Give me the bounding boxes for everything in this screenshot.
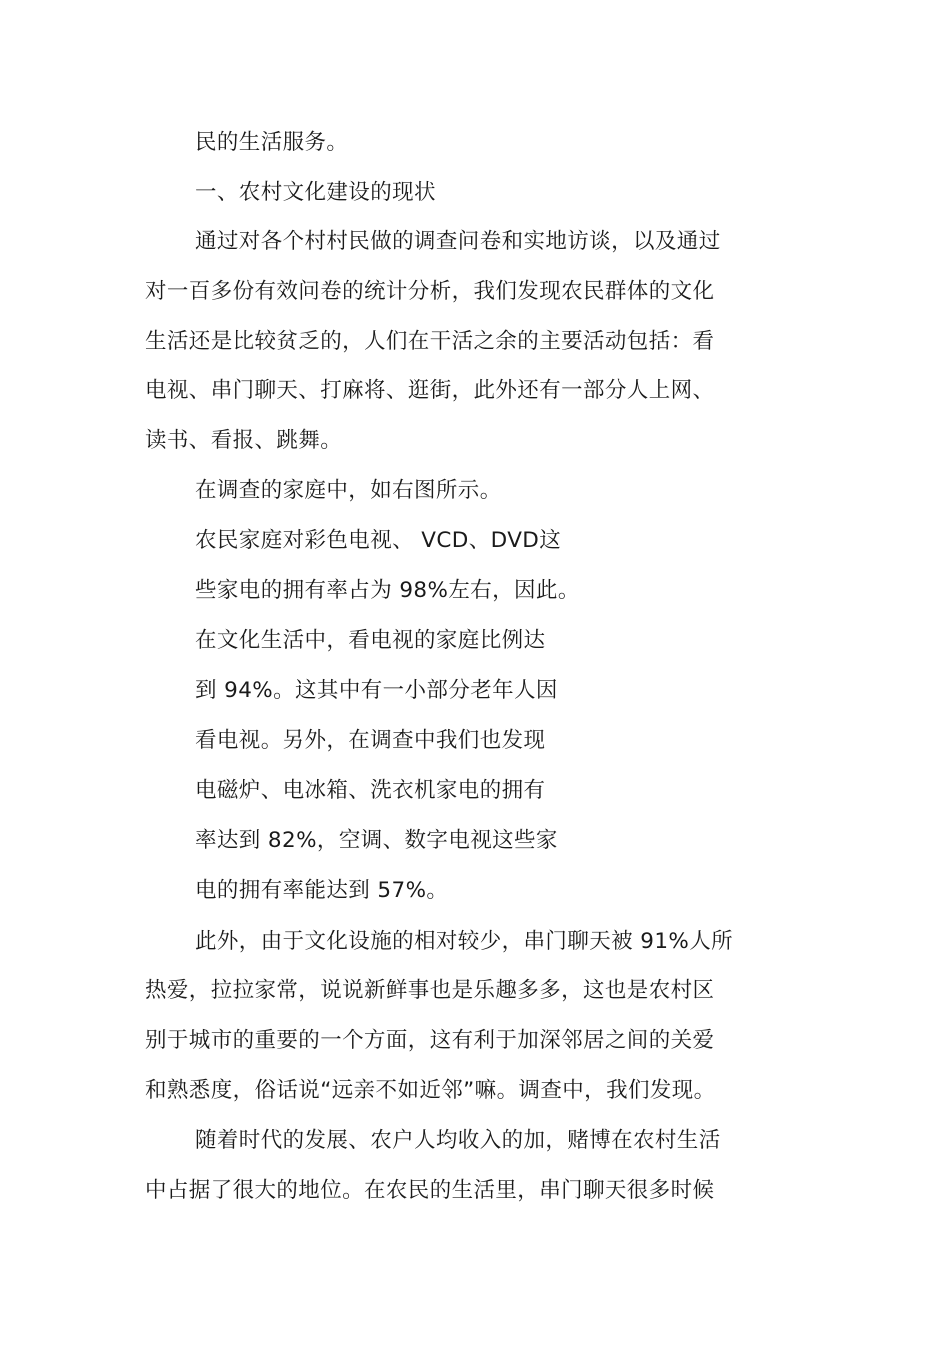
text-line: 民的生活服务。 <box>195 130 349 155</box>
text-line: 别于城市的重要的一个方面，这有利于加深邻居之间的关爱 <box>145 1028 715 1053</box>
text-line: 随着时代的发展、农户人均收入的加，赌博在农村生活 <box>195 1128 721 1153</box>
text-line: 此外，由于文化设施的相对较少，串门聊天被 91%人所 <box>195 929 734 954</box>
text-line: 率达到 82%，空调、数字电视这些家 <box>195 828 558 853</box>
text-line: 在文化生活中，看电视的家庭比例达 <box>195 628 546 653</box>
text-line: 电的拥有率能达到 57%。 <box>195 878 449 903</box>
text-line: 对一百多份有效问卷的统计分析，我们发现农民群体的文化 <box>145 279 715 304</box>
text-line: 些家电的拥有率占为 98%左右，因此。 <box>195 578 580 603</box>
text-line: 看电视。另外，在调查中我们也发现 <box>195 728 546 753</box>
text-line: 电磁炉、电冰箱、洗衣机家电的拥有 <box>195 778 546 803</box>
section-heading: 一、农村文化建设的现状 <box>195 180 436 205</box>
text-line: 热爱，拉拉家常，说说新鲜事也是乐趣多多，这也是农村区 <box>145 978 715 1003</box>
text-line: 电视、串门聊天、打麻将、逛街，此外还有一部分人上网、 <box>145 378 715 403</box>
text-line: 和熟悉度，俗话说“远亲不如近邻”嘛。调查中，我们发现。 <box>145 1078 716 1103</box>
text-line: 读书、看报、跳舞。 <box>145 428 343 453</box>
text-line: 通过对各个村村民做的调查问卷和实地访谈，以及通过 <box>195 229 721 254</box>
text-line: 中占据了很大的地位。在农民的生活里，串门聊天很多时候 <box>145 1178 715 1203</box>
text-line: 在调查的家庭中，如右图所示。 <box>195 478 502 503</box>
text-line: 农民家庭对彩色电视、 VCD、DVD这 <box>195 528 562 553</box>
text-line: 到 94%。这其中有一小部分老年人因 <box>195 678 558 703</box>
text-line: 生活还是比较贫乏的，人们在干活之余的主要活动包括：看 <box>145 329 715 354</box>
